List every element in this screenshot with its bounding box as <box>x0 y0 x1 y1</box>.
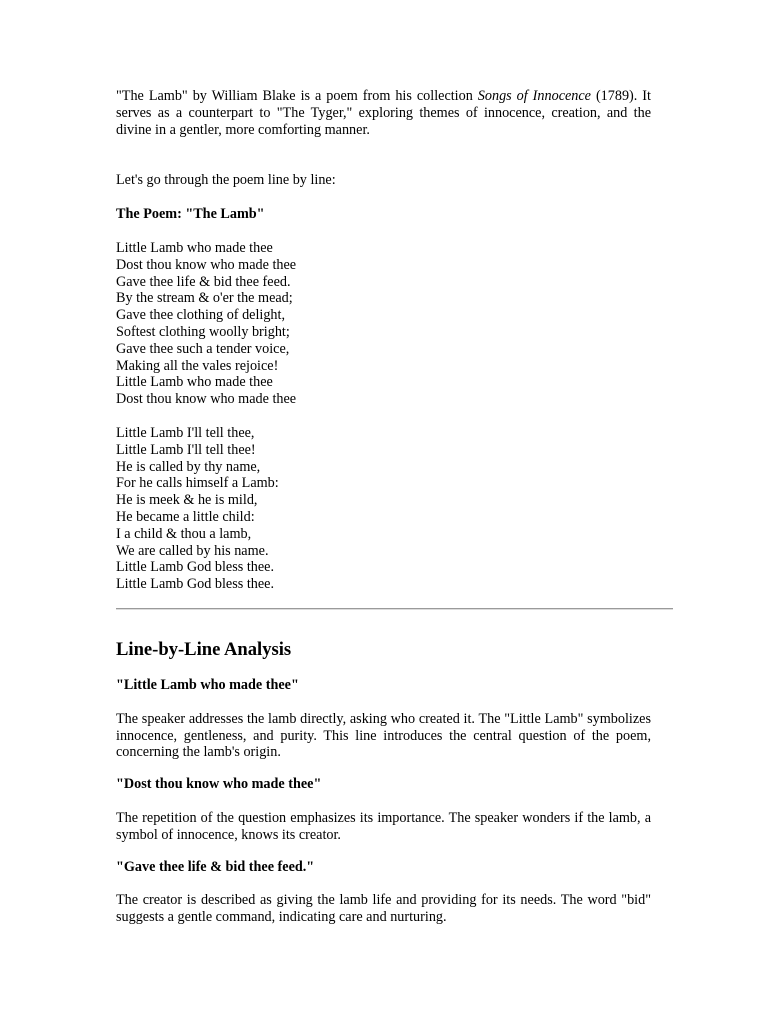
poem-stanza-1 <box>116 240 651 408</box>
analysis-paragraph: The repetition of the question emphasizes its importance. The speaker wonders if the lamb, a symbol of innocence, knows its creator. <box>116 809 651 843</box>
intro-text-start: "The Lamb" by William Blake is a poem from his collection <box>116 88 478 104</box>
poem-line: Little Lamb I'll tell thee! <box>116 441 256 458</box>
analysis-quote: "Little Lamb who made thee" <box>116 677 299 693</box>
analysis-quote: "Gave thee life & bid thee feed." <box>116 858 315 875</box>
poem-line: He is meek & he is mild, <box>116 492 258 509</box>
poem-line: We are called by his name. <box>116 542 269 559</box>
analysis-paragraph: The speaker addresses the lamb directly, asking who created it. The "Little Lamb" symbolizes innocence, gentleness, and purity. This line introduces the central question of the poem, concerning the lamb's origin. <box>116 710 651 761</box>
poem-line: I a child & thou a lamb, <box>116 525 252 542</box>
poem-line: He became a little child: <box>116 508 255 525</box>
poem-line: Dost thou know who made thee <box>116 391 297 408</box>
horizontal-divider <box>116 608 673 610</box>
document-page <box>116 88 651 593</box>
poem-line: Little Lamb I'll tell thee, <box>116 424 255 441</box>
poem-line: Little Lamb God bless thee. <box>116 576 274 593</box>
poem-line: For he calls himself a Lamb: <box>116 475 279 492</box>
poem-line: Gave thee clothing of delight, <box>116 307 286 324</box>
poem-line: Dost thou know who made thee <box>116 256 297 273</box>
poem-stanza-2 <box>116 425 651 593</box>
collection-title: Songs of Innocence <box>477 88 591 104</box>
poem-title: The Poem: "The Lamb" <box>116 206 265 223</box>
poem-line: Making all the vales rejoice! <box>116 357 279 374</box>
analysis-heading: Line-by-Line Analysis <box>116 639 292 660</box>
poem-line: Little Lamb God bless thee. <box>116 559 274 576</box>
poem-line: Gave thee life & bid thee feed. <box>116 273 291 290</box>
poem-line: Little Lamb who made thee <box>116 239 273 256</box>
poem-line: He is called by thy name, <box>116 458 261 475</box>
poem-line: By the stream & o'er the mead; <box>116 290 293 307</box>
lead-text: Let's go through the poem line by line: <box>116 172 336 189</box>
analysis-paragraph: The creator is described as giving the lamb life and providing for its needs. The word "bid" suggests a gentle command, indicating care and nurturing. <box>116 892 651 926</box>
analysis-quote: "Dost thou know who made thee" <box>116 776 322 793</box>
intro-text-end: (1789). It serves as a counterpart to "The Tyger," exploring themes of innocence, creation, and the divine in a gentler, more comforting manner. <box>116 88 651 138</box>
intro-paragraph <box>116 88 651 138</box>
analysis-section <box>116 639 651 926</box>
poem-line: Gave thee such a tender voice, <box>116 340 290 357</box>
poem-line: Little Lamb who made thee <box>116 374 273 391</box>
poem-line: Softest clothing woolly bright; <box>116 323 290 340</box>
